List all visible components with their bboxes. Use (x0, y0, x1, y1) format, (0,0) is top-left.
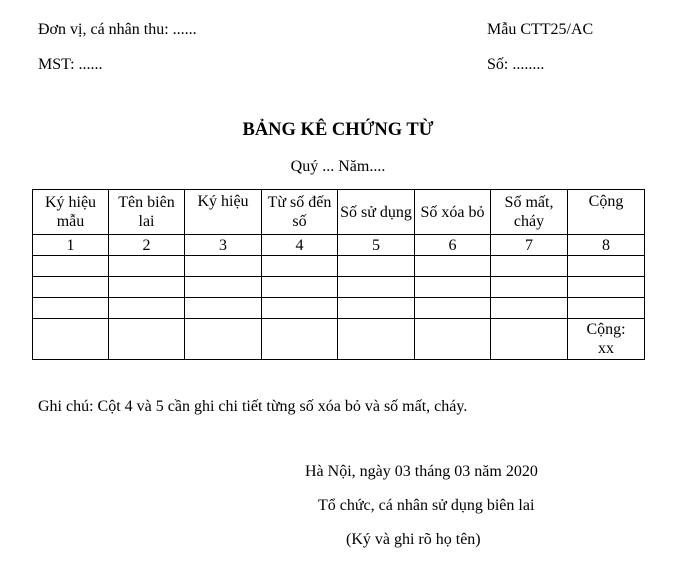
table-cell (262, 256, 338, 277)
column-number: 6 (415, 235, 491, 256)
column-header: Số sử dụng (338, 190, 415, 235)
document-title: BẢNG KÊ CHỨNG TỪ (242, 120, 434, 140)
table-cell (415, 319, 491, 360)
table-cell (262, 277, 338, 298)
column-number: 4 (262, 235, 338, 256)
table-cell (491, 277, 568, 298)
total-cell (568, 319, 645, 360)
table-total-row (33, 319, 645, 360)
table-cell (491, 256, 568, 277)
place-date: Hà Nội, ngày 03 tháng 03 năm 2020 (305, 463, 538, 480)
tax-code-label: MST: ...... (38, 56, 103, 73)
column-header: Ký hiệu mẫu (33, 190, 109, 235)
column-header: Tên biên lai (109, 190, 185, 235)
column-header: Từ số đến số (262, 190, 338, 235)
column-header: Số xóa bỏ (415, 190, 491, 235)
table-cell (262, 319, 338, 360)
table-cell (185, 298, 262, 319)
voucher-table (32, 189, 645, 360)
table-cell (33, 298, 109, 319)
column-number: 8 (568, 235, 645, 256)
signature-hint: (Ký và ghi rõ họ tên) (346, 531, 481, 548)
table-cell (33, 319, 109, 360)
table-row (33, 298, 645, 319)
total-label: Cộng: (586, 321, 626, 338)
column-number: 3 (185, 235, 262, 256)
table-cell (338, 319, 415, 360)
table-cell (33, 256, 109, 277)
table-cell (109, 298, 185, 319)
table-cell (185, 319, 262, 360)
table-header-row (33, 190, 645, 235)
table-cell (568, 277, 645, 298)
table-cell (568, 298, 645, 319)
table-row (33, 256, 645, 277)
table-cell (415, 298, 491, 319)
signer-title: Tổ chức, cá nhân sử dụng biên lai (318, 497, 535, 514)
table-row (33, 277, 645, 298)
column-header: Ký hiệu (185, 190, 262, 235)
form-code: Mẫu CTT25/AC (487, 21, 594, 38)
table-cell (338, 277, 415, 298)
column-number-row (33, 235, 645, 256)
table-cell (568, 256, 645, 277)
table-cell (109, 256, 185, 277)
table-cell (185, 256, 262, 277)
table-cell (491, 319, 568, 360)
table-cell (109, 319, 185, 360)
table-cell (415, 277, 491, 298)
table-cell (338, 256, 415, 277)
table-cell (109, 277, 185, 298)
table-cell (491, 298, 568, 319)
column-header: Cộng (568, 190, 645, 235)
column-number: 2 (109, 235, 185, 256)
column-number: 7 (491, 235, 568, 256)
table-cell (185, 277, 262, 298)
column-number: 5 (338, 235, 415, 256)
column-number: 1 (33, 235, 109, 256)
issuer-unit-label: Đơn vị, cá nhân thu: ...... (38, 21, 197, 38)
table-cell (33, 277, 109, 298)
note-text: Ghi chú: Cột 4 và 5 cần ghi chi tiết từng số xóa bỏ và số mất, cháy. (38, 398, 468, 415)
table-cell (338, 298, 415, 319)
reporting-period: Quý ... Năm.... (290, 158, 386, 175)
table-cell (262, 298, 338, 319)
total-value: xx (598, 340, 614, 357)
column-header: Số mất, cháy (491, 190, 568, 235)
form-number: Số: ........ (487, 56, 545, 73)
table-cell (415, 256, 491, 277)
